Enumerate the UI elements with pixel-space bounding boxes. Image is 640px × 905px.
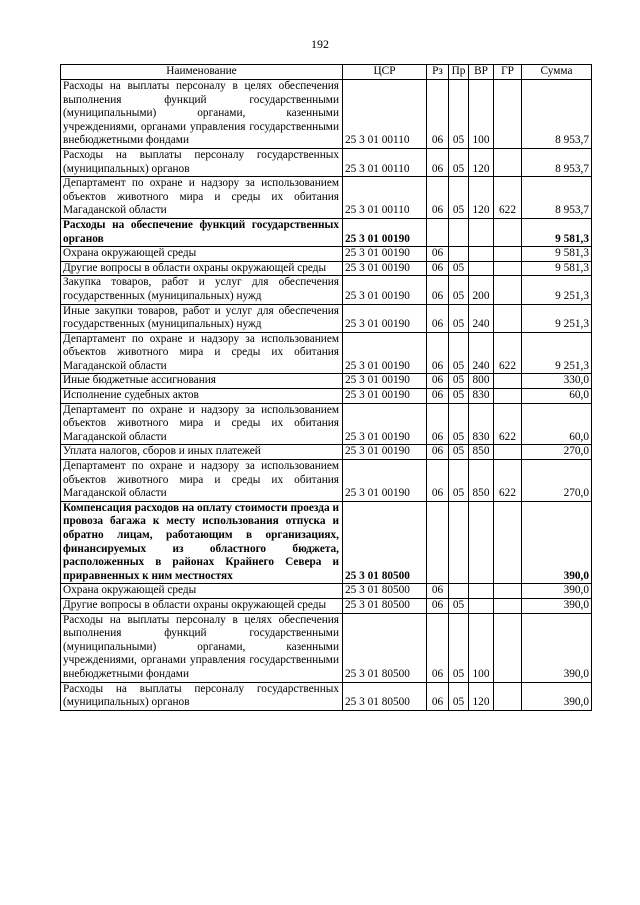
cell-sum: 9 251,3: [522, 276, 592, 304]
cell-gr: [494, 218, 522, 246]
cell-csr: 25 3 01 00190: [343, 374, 427, 389]
cell-vr: [469, 218, 494, 246]
cell-sum: 60,0: [522, 403, 592, 445]
cell-csr: 25 3 01 00190: [343, 247, 427, 262]
cell-csr: 25 3 01 00110: [343, 148, 427, 176]
cell-gr: 622: [494, 460, 522, 502]
cell-pr: 05: [449, 80, 469, 149]
cell-vr: 830: [469, 389, 494, 404]
cell-sum: 9 581,3: [522, 247, 592, 262]
cell-vr: 100: [469, 80, 494, 149]
cell-vr: 240: [469, 332, 494, 374]
cell-gr: [494, 584, 522, 599]
cell-name: Закупка товаров, работ и услуг для обеспечения государственных (муниципальных) нужд: [61, 276, 343, 304]
cell-rz: 06: [427, 276, 449, 304]
cell-vr: [469, 261, 494, 276]
cell-gr: [494, 276, 522, 304]
cell-pr: 05: [449, 332, 469, 374]
cell-vr: 850: [469, 445, 494, 460]
cell-pr: 05: [449, 403, 469, 445]
cell-rz: 06: [427, 403, 449, 445]
cell-name: Расходы на обеспечение функций государственных органов: [61, 218, 343, 246]
table-row: [61, 584, 592, 599]
cell-pr: 05: [449, 304, 469, 332]
cell-vr: [469, 247, 494, 262]
table-row: [61, 261, 592, 276]
cell-gr: [494, 445, 522, 460]
table-row: [61, 598, 592, 613]
cell-csr: 25 3 01 00190: [343, 261, 427, 276]
header-row: [61, 65, 592, 80]
cell-gr: 622: [494, 403, 522, 445]
cell-rz: [427, 501, 449, 584]
column-header-vr: ВР: [469, 65, 494, 80]
cell-pr: 05: [449, 148, 469, 176]
cell-csr: 25 3 01 00190: [343, 389, 427, 404]
cell-sum: 330,0: [522, 374, 592, 389]
cell-csr: 25 3 01 80500: [343, 613, 427, 682]
cell-name: Департамент по охране и надзору за использованием объектов животного мира и среды их обитания Магаданской области: [61, 332, 343, 374]
cell-gr: [494, 148, 522, 176]
page-number: 192: [311, 37, 329, 51]
table-row: [61, 501, 592, 584]
cell-gr: [494, 682, 522, 710]
cell-sum: 390,0: [522, 598, 592, 613]
cell-sum: 9 581,3: [522, 218, 592, 246]
table-row: [61, 247, 592, 262]
cell-rz: 06: [427, 374, 449, 389]
cell-pr: [449, 584, 469, 599]
cell-gr: [494, 374, 522, 389]
cell-pr: 05: [449, 276, 469, 304]
column-header-name: Наименование: [61, 65, 343, 80]
cell-csr: 25 3 01 00190: [343, 445, 427, 460]
cell-name: Уплата налогов, сборов и иных платежей: [61, 445, 343, 460]
cell-rz: 06: [427, 584, 449, 599]
cell-rz: 06: [427, 177, 449, 219]
cell-name: Департамент по охране и надзору за использованием объектов животного мира и среды их обитания Магаданской области: [61, 177, 343, 219]
cell-name: Охрана окружающей среды: [61, 247, 343, 262]
cell-gr: 622: [494, 177, 522, 219]
cell-rz: 06: [427, 613, 449, 682]
cell-sum: 390,0: [522, 501, 592, 584]
cell-name: Департамент по охране и надзору за использованием объектов животного мира и среды их обитания Магаданской области: [61, 403, 343, 445]
cell-rz: 06: [427, 332, 449, 374]
column-header-rz: Рз: [427, 65, 449, 80]
cell-vr: 830: [469, 403, 494, 445]
cell-rz: 06: [427, 460, 449, 502]
cell-name: Расходы на выплаты персоналу государственных (муниципальных) органов: [61, 682, 343, 710]
cell-rz: 06: [427, 598, 449, 613]
cell-pr: [449, 501, 469, 584]
cell-sum: 8 953,7: [522, 148, 592, 176]
table-row: [61, 276, 592, 304]
cell-gr: 622: [494, 332, 522, 374]
cell-sum: 9 251,3: [522, 332, 592, 374]
cell-rz: [427, 218, 449, 246]
cell-sum: 390,0: [522, 682, 592, 710]
table-row: [61, 613, 592, 682]
cell-sum: 9 251,3: [522, 304, 592, 332]
cell-csr: 25 3 01 00190: [343, 276, 427, 304]
table-row: [61, 218, 592, 246]
cell-rz: 06: [427, 389, 449, 404]
cell-sum: 390,0: [522, 584, 592, 599]
cell-vr: 120: [469, 682, 494, 710]
column-header-sum: Сумма: [522, 65, 592, 80]
cell-csr: 25 3 01 00190: [343, 460, 427, 502]
cell-name: Расходы на выплаты персоналу государственных (муниципальных) органов: [61, 148, 343, 176]
cell-name: Исполнение судебных актов: [61, 389, 343, 404]
cell-rz: 06: [427, 304, 449, 332]
cell-vr: 800: [469, 374, 494, 389]
cell-pr: 05: [449, 613, 469, 682]
cell-gr: [494, 247, 522, 262]
table-row: [61, 445, 592, 460]
cell-vr: 120: [469, 177, 494, 219]
cell-gr: [494, 501, 522, 584]
cell-csr: 25 3 01 00110: [343, 80, 427, 149]
cell-pr: 05: [449, 177, 469, 219]
cell-csr: 25 3 01 00110: [343, 177, 427, 219]
table-row: [61, 403, 592, 445]
cell-pr: 05: [449, 374, 469, 389]
cell-rz: 06: [427, 247, 449, 262]
cell-csr: 25 3 01 80500: [343, 682, 427, 710]
cell-name: Другие вопросы в области охраны окружающей среды: [61, 261, 343, 276]
cell-vr: 100: [469, 613, 494, 682]
table-body: [61, 80, 592, 711]
cell-name: Другие вопросы в области охраны окружающей среды: [61, 598, 343, 613]
cell-gr: [494, 613, 522, 682]
cell-vr: 240: [469, 304, 494, 332]
cell-sum: 390,0: [522, 613, 592, 682]
table-row: [61, 332, 592, 374]
cell-csr: 25 3 01 80500: [343, 584, 427, 599]
cell-pr: 05: [449, 460, 469, 502]
cell-gr: [494, 598, 522, 613]
table-row: [61, 80, 592, 149]
table-row: [61, 304, 592, 332]
cell-vr: 200: [469, 276, 494, 304]
cell-csr: 25 3 01 80500: [343, 501, 427, 584]
table-row: [61, 682, 592, 710]
cell-pr: [449, 247, 469, 262]
column-header-csr: ЦСР: [343, 65, 427, 80]
cell-name: Расходы на выплаты персоналу в целях обеспечения выполнения функций государственными (муниципальными) органами, казенными учреждениями, органами управления государственными внебюджетными фондами: [61, 80, 343, 149]
table-row: [61, 460, 592, 502]
cell-gr: [494, 304, 522, 332]
cell-csr: 25 3 01 00190: [343, 304, 427, 332]
cell-csr: 25 3 01 00190: [343, 218, 427, 246]
budget-table: [60, 64, 592, 711]
table-row: [61, 389, 592, 404]
cell-pr: 05: [449, 261, 469, 276]
table-row: [61, 177, 592, 219]
cell-pr: 05: [449, 389, 469, 404]
cell-vr: 120: [469, 148, 494, 176]
cell-sum: 9 581,3: [522, 261, 592, 276]
column-header-gr: ГР: [494, 65, 522, 80]
cell-rz: 06: [427, 445, 449, 460]
cell-name: Компенсация расходов на оплату стоимости проезда и провоза багажа к месту использования отпуска и обратно лицам, работающим в организациях, финансируемых из областного бюджета, расположенных в районах Крайнего Севера и приравненных к ним местностях: [61, 501, 343, 584]
table-row: [61, 148, 592, 176]
cell-vr: 850: [469, 460, 494, 502]
cell-rz: 06: [427, 148, 449, 176]
cell-name: Иные бюджетные ассигнования: [61, 374, 343, 389]
cell-pr: 05: [449, 445, 469, 460]
column-header-pr: Пр: [449, 65, 469, 80]
cell-rz: 06: [427, 80, 449, 149]
cell-gr: [494, 80, 522, 149]
cell-name: Департамент по охране и надзору за использованием объектов животного мира и среды их обитания Магаданской области: [61, 460, 343, 502]
cell-sum: 270,0: [522, 460, 592, 502]
cell-sum: 60,0: [522, 389, 592, 404]
cell-pr: [449, 218, 469, 246]
cell-rz: 06: [427, 261, 449, 276]
cell-sum: 8 953,7: [522, 80, 592, 149]
cell-name: Иные закупки товаров, работ и услуг для обеспечения государственных (муниципальных) нужд: [61, 304, 343, 332]
cell-sum: 8 953,7: [522, 177, 592, 219]
cell-vr: [469, 501, 494, 584]
cell-gr: [494, 389, 522, 404]
cell-csr: 25 3 01 00190: [343, 403, 427, 445]
cell-gr: [494, 261, 522, 276]
cell-vr: [469, 584, 494, 599]
cell-csr: 25 3 01 00190: [343, 332, 427, 374]
cell-vr: [469, 598, 494, 613]
cell-pr: 05: [449, 682, 469, 710]
cell-pr: 05: [449, 598, 469, 613]
table-row: [61, 374, 592, 389]
cell-sum: 270,0: [522, 445, 592, 460]
cell-csr: 25 3 01 80500: [343, 598, 427, 613]
cell-name: Расходы на выплаты персоналу в целях обеспечения выполнения функций государственными (муниципальными) органами, казенными учреждениями, органами управления государственными внебюджетными фондами: [61, 613, 343, 682]
cell-name: Охрана окружающей среды: [61, 584, 343, 599]
cell-rz: 06: [427, 682, 449, 710]
